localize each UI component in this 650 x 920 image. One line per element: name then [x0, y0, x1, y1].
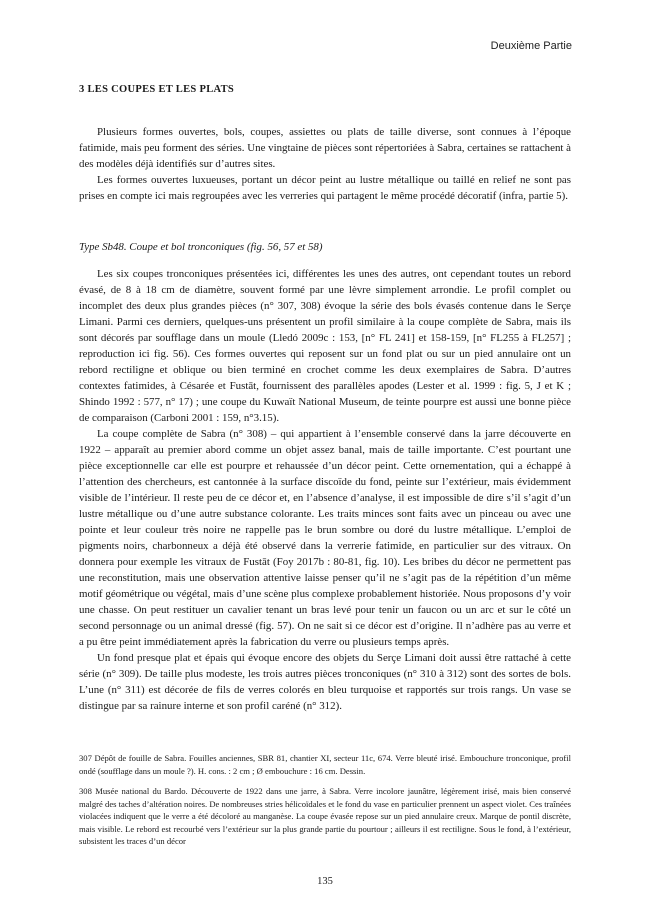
- body-paragraph-3: Un fond presque plat et épais qui évoque encore des objets du Serçe Limani doit aussi être rattaché à cette série (n° 309). De taille plus modeste, les trois autres pièces tronconiques (n° 310 à 312) sont des sortes de bols. L’une (n° 311) est décorée de fils de verres colorés en bleu turquoise et rapportés sur trois rangs. Un vase se distingue par sa rainure interne et son profil caréné (n° 312).: [79, 652, 571, 712]
- intro-text: [79, 124, 571, 204]
- running-head: Deuxième Partie: [490, 40, 572, 52]
- footnote-307: 307 Dépôt de fouille de Sabra. Fouilles anciennes, SBR 81, chantier XI, secteur 11c, 674. Verre bleuté irisé. Embouchure tronconique, profil ondé (soufflage dans un moule ?). H. cons. : 2 cm ; Ø embouchure : 16 cm. Dessin.: [79, 753, 571, 776]
- body-text: [79, 266, 571, 714]
- footnote-308: 308 Musée national du Bardo. Découverte de 1922 dans une jarre, à Sabra. Verre incolore jaunâtre, légèrement irisé, mais bien conservé malgré des taches d’altération noires. De nombreuses stries hélicoïdales et le fond du vase en particulier prennent un aspect violet. Ces traînées violacées indiquent que le verre a été décoloré au manganèse. La coupe évasée repose sur un pied annulaire creux. Marque de pontil discrète, mais visible. Le rebord est recourbé vers l’extérieur sur la plus grande partie du pourtour ; ailleurs il est rectiligne. Sous le fond, à l’extérieur, subsistent les traces d’un décor: [79, 786, 571, 846]
- page-number: 135: [317, 876, 333, 887]
- section-title: 3 LES COUPES ET LES PLATS: [79, 84, 235, 95]
- body-paragraph-1: Les six coupes tronconiques présentées ici, différentes les unes des autres, ont cependant toutes un rebord évasé, de 8 à 18 cm de diamètre, souvent formé par une lèvre simplement arrondie. Le profil complet ou incomplet des deux plus grandes pièces (n° 307, 308) évoque la série des bols évasés contenue dans le Serçe Limani. Parmi ces derniers, quelques-uns présentent un profil similaire à la coupe complète de Sabra, mais ils sont décorés par soufflage dans un moule (Lledó 2009c : 153, [n° FL 241] et 158-159, [n° FL255 à FL257] ; reproduction ici fig. 56). Ces formes ouvertes qui reposent sur un fond plat ou sur un pied annulaire ont un rebord rectiligne et oblique ou bien terminé en crochet comme les deux exemplaires de Sabra. D’autres contextes fatimides, à Césarée et Fustāt, fournissent des parallèles apodes (Lester et al. 1999 : fig. 5, J et K ; Shindo 1992 : 577, n° 17) ; une coupe du Kuwaït National Museum, de teinte pourpre est aussi une bonne pièce de comparaison (Carboni 2001 : 159, n°3.15).: [79, 268, 571, 424]
- intro-paragraph-2: Les formes ouvertes luxueuses, portant un décor peint au lustre métallique ou taillé en relief ne sont pas prises en compte ici mais regroupées avec les verreries qui partagent le même procédé décoratif (infra, partie 5).: [79, 174, 571, 202]
- intro-paragraph-1: Plusieurs formes ouvertes, bols, coupes, assiettes ou plats de taille diverse, sont connues à l’époque fatimide, mais peu forment des séries. Une vingtaine de pièces sont répertoriées à Sabra, certaines se rattachent à des modèles déjà identifiés sur d’autres sites.: [79, 126, 571, 170]
- footnotes: [79, 752, 571, 856]
- type-heading: Type Sb48. Coupe et bol tronconiques (fig. 56, 57 et 58): [79, 241, 323, 253]
- body-paragraph-2: La coupe complète de Sabra (n° 308) – qui appartient à l’ensemble conservé dans la jarre découverte en 1922 – apparaît au premier abord comme un objet assez banal, mais de taille importante. C’est pourtant une pièce exceptionnelle car elle est pourpre et rehaussée d’un décor peint. Cette ornementation, qui a échappé à l’attention des chercheurs, est cantonnée à la surface discoïde du fond, peinte sur l’extérieur, mais évidemment visible de l’intérieur. Il reste peu de ce décor et, en l’absence d’analyse, il est impossible de dire s’il s’agit d’un lustre métallique ou d’une autre substance colorante. Les traits minces sont faits avec un pinceau ou avec une pointe et leur couleur très noire ne rappelle pas le brun sombre ou doré du lustre métallique. L’emploi de pigments noirs, charbonneux a déjà été observé dans la verrerie fatimide, en particulier sur des vitraux. On donnera pour exemple les vitraux de Fustāt (Foy 2017b : 80-81, fig. 10). Les bribes du décor ne permettent pas une reconstitution, mais une observation attentive laisse penser qu’il ne s’agit pas de la répétition d’un même motif géométrique ou végétal, mais d’une scène plus complexe probablement historiée. Nous proposons d’y voir une chasse. On peut restituer un cavalier tenant un bras levé pour tenir un faucon ou un arc et sur le côté un second personnage ou un animal dressé (fig. 57). On ne sait si ce décor est d’origine. Il n’adhère pas au verre et a pu être peint immédiatement après la fabrication du verre ou plusieurs temps après.: [79, 428, 571, 648]
